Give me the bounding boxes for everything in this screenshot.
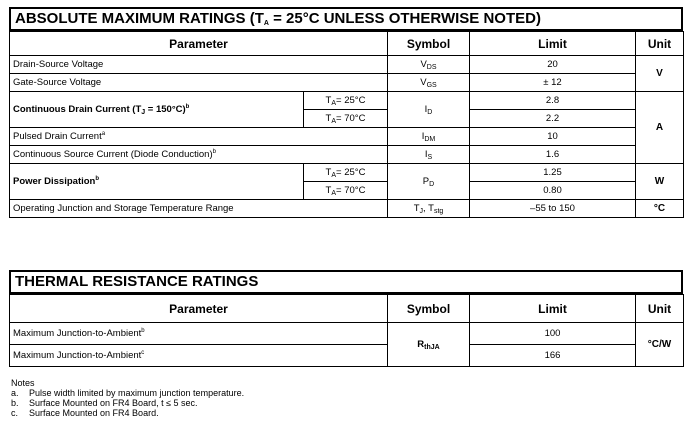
unit-amps: A xyxy=(636,92,684,164)
header-symbol: Symbol xyxy=(388,295,470,323)
absolute-max-ratings-title: ABSOLUTE MAXIMUM RATINGS ($T_A = 25^\circ C$ UNLESS OTHERWISE NOTED) xyxy=(9,7,683,31)
header-unit: Unit xyxy=(636,295,684,323)
header-limit: Limit xyxy=(470,32,636,56)
limit-rthja-2: 166 xyxy=(470,345,636,367)
cond-id-70: $T_A= 70^\circ C$ xyxy=(304,110,388,128)
symbol-idm: $I_{DM}$ xyxy=(388,128,470,146)
table-row xyxy=(10,146,684,164)
unit-watts: W xyxy=(636,164,684,200)
table-row xyxy=(10,200,684,218)
cond-id-25: $T_A= 25^\circ C$ xyxy=(304,92,388,110)
symbol-vds: $V_{DS}$ xyxy=(388,56,470,74)
limit-idm: 10 xyxy=(470,128,636,146)
param-rthja-1: Maximum Junction-to-Ambient$^b$ xyxy=(10,323,388,345)
header-parameter: Parameter xyxy=(10,295,388,323)
limit-pd-70: 0.80 xyxy=(470,182,636,200)
header-symbol: Symbol xyxy=(388,32,470,56)
limit-id-25: 2.8 xyxy=(470,92,636,110)
param-is: Continuous Source Current (Diode Conduction)$^b$ xyxy=(10,146,388,164)
table-row xyxy=(10,323,684,345)
table-row xyxy=(10,56,684,74)
param-rthja-2: Maximum Junction-to-Ambient$^c$ xyxy=(10,345,388,367)
symbol-id: $I_D$ xyxy=(388,92,470,128)
table-row xyxy=(10,74,684,92)
header-parameter: Parameter xyxy=(10,32,388,56)
limit-pd-25: 1.25 xyxy=(470,164,636,182)
limit-vds: 20 xyxy=(470,56,636,74)
table-row xyxy=(10,164,684,182)
symbol-tj: $T_J$, $T_{stg}$ xyxy=(388,200,470,218)
param-id: Continuous Drain Current $(T_J = 150^\circ C)^b$ xyxy=(10,92,304,128)
limit-is: 1.6 xyxy=(470,146,636,164)
table-header-row xyxy=(10,32,684,56)
symbol-pd: $P_D$ xyxy=(388,164,470,200)
table-row xyxy=(10,128,684,146)
param-pd: Power Dissipation$^b$ xyxy=(10,164,304,200)
table-row xyxy=(10,345,684,367)
limit-rthja-1: 100 xyxy=(470,323,636,345)
unit-c-per-w: °C/W xyxy=(636,323,684,367)
symbol-rthja: $R_{thJA}$ xyxy=(388,323,470,367)
unit-celsius: °C xyxy=(636,200,684,218)
note-c: c. Surface Mounted on FR4 Board. xyxy=(11,408,159,418)
thermal-resistance-title: THERMAL RESISTANCE RATINGS xyxy=(9,270,683,294)
header-limit: Limit xyxy=(470,295,636,323)
cond-pd-25: $T_A= 25^\circ C$ xyxy=(304,164,388,182)
notes xyxy=(11,378,244,418)
table-row xyxy=(10,92,684,110)
param-vgs: Gate-Source Voltage xyxy=(10,74,388,92)
limit-vgs: ± 12 xyxy=(470,74,636,92)
cond-pd-70: $T_A= 70^\circ C$ xyxy=(304,182,388,200)
thermal-resistance-table xyxy=(9,294,684,367)
notes-title: Notes xyxy=(11,378,35,388)
note-b: b. Surface Mounted on FR4 Board, t ≤ 5 sec. xyxy=(11,398,198,408)
absolute-max-ratings-table xyxy=(9,31,684,218)
limit-id-70: 2.2 xyxy=(470,110,636,128)
symbol-vgs: $V_{GS}$ xyxy=(388,74,470,92)
limit-tj: –55 to 150 xyxy=(470,200,636,218)
table-header-row xyxy=(10,295,684,323)
unit-volts: V xyxy=(636,56,684,92)
param-idm: Pulsed Drain Current$^a$ xyxy=(10,128,388,146)
note-a: a. Pulse width limited by maximum junction temperature. xyxy=(11,388,245,398)
param-tj: Operating Junction and Storage Temperature Range xyxy=(10,200,388,218)
header-unit: Unit xyxy=(636,32,684,56)
symbol-is: $I_S$ xyxy=(388,146,470,164)
param-vds: Drain-Source Voltage xyxy=(10,56,388,74)
